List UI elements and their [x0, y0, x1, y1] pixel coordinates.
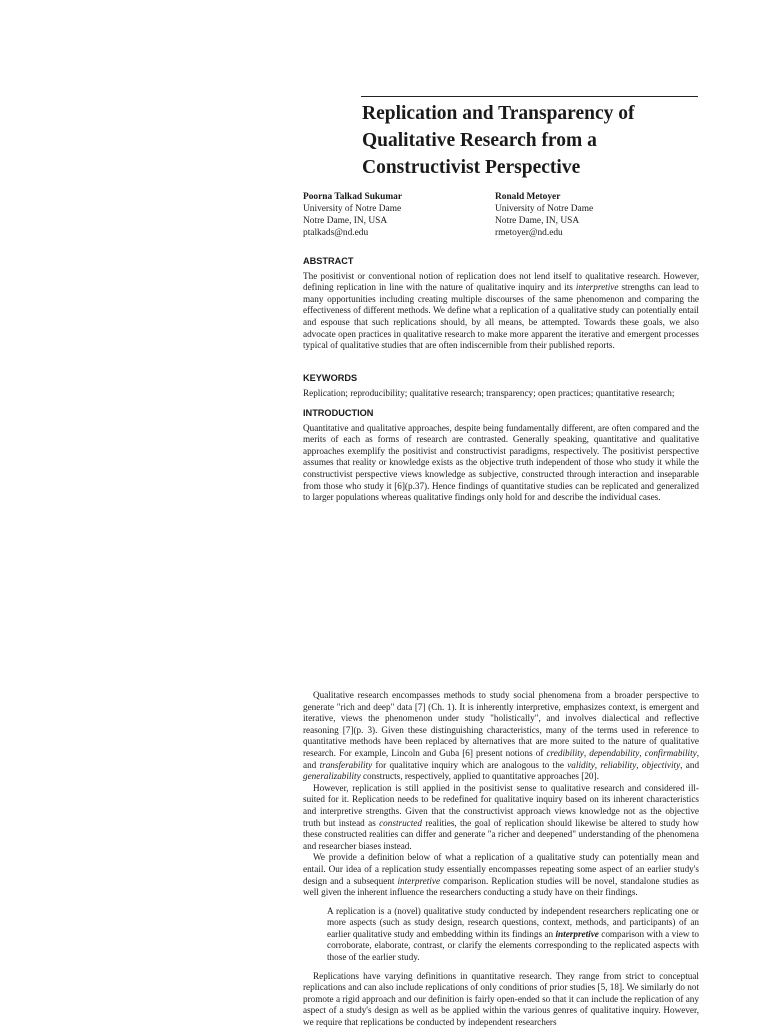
- paper-title: [362, 100, 698, 181]
- paragraph: Replications have varying definitions in quantitative research. They range from strict to conceptual replications and can also include replications of only conditions of prior studies [5, 18]. We similarly do not promote a rigid approach and our definition is fairly open-ended so that it can include the replication of any aspect of a study's design as well as be applied within the various genres of qualitative inquiry. However, we require that replications be conducted by independent researchers: [303, 970, 699, 1028]
- keywords-heading: KEYWORDS: [303, 373, 358, 383]
- author-block: [303, 191, 402, 239]
- abstract-section: [303, 256, 699, 352]
- title-line: Constructivist Perspective: [362, 157, 581, 178]
- author-name: Poorna Talkad Sukumar: [303, 192, 402, 202]
- title-rule: [361, 96, 698, 97]
- body-text: [303, 690, 699, 1029]
- author-location: Notre Dame, IN, USA: [303, 216, 388, 226]
- keywords-section: [303, 373, 699, 399]
- introduction-section: [303, 408, 699, 504]
- title-line: Qualitative Research from a: [362, 130, 597, 151]
- paragraph: Qualitative research encompasses methods to study social phenomena from a broader perspective to generate "rich and deep" data [7] (Ch. 1). It is inherently interpretive, emphasizes context, is emergent and iterative, views the phenomenon under study "holistically", and involves dialectical and reflective reasoning [7](p. 3). Given these distinguishing characteristics, many of the terms used in reference to quantitative methods have been replaced by alternatives that are more suited to the nature of qualitative research. For example, Lincoln and Guba [6] present notions of credibility, dependability, confirmability, and transferability for qualitative inquiry which are analogous to the validity, reliability, objectivity, and generalizability constructs, respectively, applied to quantitative approaches [20].: [303, 690, 700, 782]
- keywords-text: Replication; reproducibility; qualitative research; transparency; open practices; quantitative research;: [303, 387, 675, 398]
- author-block: [495, 191, 593, 239]
- author-affiliation: University of Notre Dame: [495, 204, 594, 214]
- paragraph: We provide a definition below of what a replication of a qualitative study can potentially mean and entail. Our idea of a replication study essentially encompasses repeating some aspect of an earlier study's design and a subsequent interpretive comparison. Replication studies will be novel, standalone studies as well given the inherent influence the researchers conducting a study have on their findings.: [303, 852, 699, 898]
- author-email: rmetoyer@nd.edu: [495, 228, 563, 238]
- introduction-heading: INTRODUCTION: [303, 408, 374, 418]
- introduction-text: Quantitative and qualitative approaches, despite being fundamentally different, are often compared and the merits of each as forms of research are contrasted. Generally speaking, quantitative and qualitative approaches exemplify the positivist and constructivist paradigms, respectively. The positivist perspective assumes that reality or knowledge exists as the objective truth independent of those who study it while the constructivist perspective views knowledge as subjective, constructed through interaction and inseparable from those who study it [6](p.37). Hence findings of quantitative studies can be replicated and generalized to larger populations whereas qualitative findings only hold for and describe the individual cases.: [303, 422, 699, 503]
- author-affiliation: University of Notre Dame: [303, 204, 402, 214]
- author-name: Ronald Metoyer: [495, 192, 561, 202]
- title-line: Replication and Transparency of: [362, 103, 635, 124]
- abstract-heading: ABSTRACT: [303, 256, 354, 266]
- abstract-text: The positivist or conventional notion of replication does not lend itself to qualitative research. However, defining replication in line with the nature of qualitative inquiry and its interpretive strengths can lead to many opportunities including creating multiple discourses of the same phenomenon and comparing the effectiveness of different methods. We define what a replication of a qualitative study can potentially entail and espouse that such replications should, by all means, be attempted. Towards these goals, we also advocate open practices in qualitative research to make more apparent the iterative and emergent processes typical of qualitative studies that are often indiscernible from their published reports.: [303, 270, 700, 351]
- definition-quote: A replication is a (novel) qualitative study conducted by independent researchers replicating one or more aspects (such as study design, research questions, context, methods, and participants) of an earlier qualitative study and embedding within its findings an interpretive comparison with a view to corroborate, elaborate, contrast, or clarify the elements corresponding to the replicated aspects with those of the earlier study.: [327, 905, 699, 963]
- paragraph: However, replication is still applied in the positivist sense to qualitative research and considered ill-suited for it. Replication needs to be redefined for qualitative inquiry based on its inherent characteristics and interpretive strengths. Given that the constructivist approach views knowledge not as the objective truth but instead as constructed realities, the goal of replication should likewise be altered to study how these constructed realities can differ and generate "a richer and deepened" understanding of the phenomena and researcher biases instead.: [303, 782, 699, 851]
- author-location: Notre Dame, IN, USA: [495, 216, 580, 226]
- author-email: ptalkads@nd.edu: [303, 228, 369, 238]
